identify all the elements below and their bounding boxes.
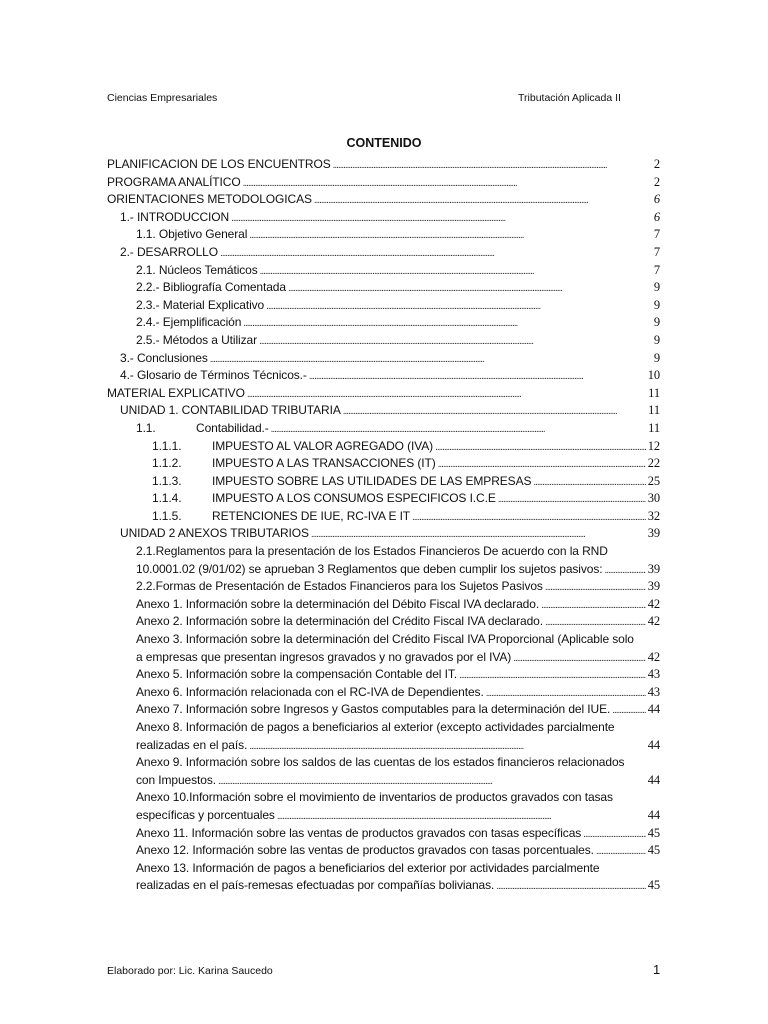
toc-entry-text: Anexo 1. Información sobre la determinación del Débito Fiscal IVA declarado. [136,596,540,611]
toc-entry-text: IMPUESTO A LAS TRANSACCIONES (IT) [212,456,436,471]
toc-entry-label [107,174,241,192]
toc-entry[interactable] [107,842,660,860]
toc-entry[interactable] [107,438,660,456]
toc-entry[interactable] [107,174,660,192]
toc-entry-text: 2.1. Núcleos Temáticos [136,262,258,277]
toc-entry-text: Anexo 7. Información sobre Ingresos y Gastos computables para la determinación del IUE. [136,702,611,717]
toc-entry-label [120,244,218,262]
header-course: Ciencias Empresariales [107,92,218,104]
toc-entry[interactable] [107,473,660,491]
toc-entry-label [120,209,229,227]
toc-entry-text: con Impuestos. [136,772,216,787]
toc-entry-text: específicas y porcentuales [136,807,275,822]
toc-leader-dots [435,438,646,457]
toc-entry-text: Anexo 13. Información de pagos a beneficiarios del exterior por actividades parcialmente [136,860,600,875]
toc-entry[interactable] [107,578,660,596]
toc-entry-label [120,350,208,368]
toc-page-number: 7 [653,262,660,277]
toc-entry-number: 1.1.3. [152,473,182,488]
toc-page-number: 32 [647,508,660,523]
toc-entry-label [152,490,496,508]
toc-page-number: 12 [647,438,660,453]
toc-entry-label [136,807,275,825]
toc-leader-dots [412,508,646,527]
toc-entry-text: 2.4.- Ejemplificación [136,315,242,330]
toc-entry-label [136,666,457,684]
toc-entry[interactable] [107,156,660,174]
toc-entry[interactable] [107,262,660,280]
toc-leader-dots [533,473,645,492]
toc-leader-dots [243,174,652,193]
toc-leader-dots [612,701,645,720]
toc-entry-text: IMPUESTO SOBRE LAS UTILIDADES DE LAS EMPRESAS [212,473,532,488]
toc-entry-text: realizadas en el país-remesas efectuadas por compañías bolivianas. [136,878,495,893]
toc-entry[interactable] [107,525,660,543]
toc-leader-dots [486,684,646,703]
toc-entry-number: 1.1.4. [152,491,182,506]
toc-leader-dots [459,666,646,685]
toc-entry-label [120,402,341,420]
toc-leader-dots [309,367,646,386]
toc-page-number: 39 [647,526,660,541]
toc-entry-label [152,438,433,456]
toc-leader-dots [438,455,646,474]
footer-page-number: 1 [653,962,661,977]
toc-entry-text: 2.3.- Material Explicativo [136,297,265,312]
toc-leader-dots [249,737,645,756]
toc-entry[interactable] [107,543,660,578]
toc-entry-label [136,649,511,667]
toc-entry-text: IMPUESTO AL VALOR AGREGADO (IVA) [212,438,434,453]
toc-page-number: 9 [653,280,660,295]
toc-entry-text: Anexo 8. Información de pagos a beneficiarios al exterior (excepto actividades parcialmente [136,720,615,734]
toc-entry-text: 2.1.Reglamentos para la presentación de los Estados Financieros De acuerdo con la RND [136,544,608,559]
footer-author: Elaborado por: Lic. Karina Saucedo [107,965,273,977]
toc-entry-text: Anexo 5. Información sobre la compensación Contable del IT. [136,667,457,682]
toc-entry[interactable] [107,332,660,350]
toc-page-number: 44 [647,772,660,787]
toc-entry-number: 1.1.5. [152,508,182,523]
toc-entry-text: Anexo 10.Información sobre el movimiento de inventarios de productos gravados con tasas [136,790,613,805]
toc-leader-dots [496,877,645,896]
toc-leader-dots [545,613,646,632]
toc-entry-label [136,790,613,804]
toc-page-number: 45 [647,843,660,858]
toc-page-number: 11 [648,385,660,400]
toc-page-number: 22 [647,456,660,471]
toc-leader-dots [583,825,646,844]
toc-page-number: 6 [653,192,660,207]
toc-title: CONTENIDO [346,136,422,150]
toc-entry-text: realizadas en el país. [136,737,248,752]
toc-page-number: 42 [647,649,660,664]
toc-entry-text: 4.- Glosario de Términos Técnicos.- [120,368,307,383]
toc-leader-dots [210,350,652,369]
toc-entry-label [136,877,494,895]
toc-page-number: 42 [647,596,660,611]
toc-page-number: 9 [653,332,660,347]
toc-page-number: 44 [647,737,660,752]
toc-page-number: 9 [653,315,660,330]
toc-entry[interactable] [107,402,660,420]
toc-page-number: 44 [647,807,660,822]
toc-entry-label [136,262,258,280]
toc-entry-label [136,684,484,702]
toc-page-number: 43 [647,684,660,699]
toc-entry-label [107,385,245,403]
toc-entry-text: PLANIFICACION DE LOS ENCUENTROS [107,157,331,171]
header-subject: Tributación Aplicada II [518,92,621,104]
toc-leader-dots [231,209,652,228]
toc-page-number: 2 [653,157,660,171]
toc-entry[interactable] [107,191,660,209]
toc-entry-label [136,561,602,579]
toc-leader-dots [596,842,646,861]
toc-entry-label [136,737,247,755]
toc-entry-text: Anexo 3. Información sobre la determinación del Crédito Fiscal IVA Proporcional (Aplicable solo [136,632,634,647]
toc-leader-dots [243,314,652,333]
toc-leader-dots [333,156,652,175]
toc-entry[interactable] [107,279,660,297]
toc-entry-text: 2.- DESARROLLO [120,244,218,259]
toc-leader-dots [513,649,645,668]
toc-entry[interactable] [107,508,660,526]
toc-page-number: 25 [647,473,660,488]
toc-entry-label [120,525,309,543]
toc-leader-dots [288,279,652,298]
toc-page-number: 45 [647,878,660,893]
toc-page-number: 39 [647,579,660,594]
toc-leader-dots [260,262,652,281]
toc-entry-text: 1.- INTRODUCCION [120,209,230,224]
toc-entry[interactable] [107,701,660,719]
toc-entry-label [107,156,331,174]
toc-entry-label [136,825,581,843]
toc-leader-dots [314,191,652,210]
toc-entry-text: 2.5.- Métodos a Utilizar [136,332,257,347]
toc-entry-label [152,473,531,491]
toc-entry-label [120,367,307,385]
toc-entry-label [136,755,624,769]
toc-leader-dots [277,807,646,826]
toc-entry[interactable] [107,754,660,789]
toc-entry-label [136,226,247,244]
toc-page-number: 7 [653,244,660,259]
toc-leader-dots [541,596,646,615]
toc-entry-text: MATERIAL EXPLICATIVO [107,385,245,400]
toc-entry[interactable] [107,455,660,473]
toc-entry-label [136,279,286,297]
toc-leader-dots [220,244,652,263]
toc-entry-label [136,314,241,332]
toc-entry-text: Contabilidad.- [196,420,269,435]
toc-leader-dots [271,420,647,439]
toc-entry-label [136,544,608,558]
table-of-contents [107,156,660,895]
toc-entry-text: Anexo 9. Información sobre los saldos de las cuentas de los estados financieros relacionados [136,755,625,770]
toc-entry-text: 2.2.- Bibliografía Comentada [136,280,286,295]
toc-leader-dots [259,332,652,351]
toc-entry-label [136,720,615,734]
toc-leader-dots [266,297,652,316]
toc-entry-text: ORIENTACIONES METODOLOGICAS [107,192,312,207]
toc-entry[interactable] [107,209,660,227]
toc-entry-text: 3.- Conclusiones [120,350,208,365]
toc-entry-text: 10.0001.02 (9/01/02) se aprueban 3 Reglamentos que deben cumplir los sujetos pasivos: [136,561,603,576]
toc-entry-number: 1.1.1. [152,438,182,453]
toc-entry-label [136,632,634,646]
toc-page-number: 11 [648,403,660,418]
toc-entry-text: Anexo 6. Información relacionada con el RC-IVA de Dependientes. [136,684,484,699]
toc-entry-label [107,191,312,209]
toc-page-number: 9 [653,350,660,365]
toc-entry[interactable] [107,596,660,614]
toc-entry[interactable] [107,314,660,332]
toc-entry[interactable] [107,226,660,244]
toc-leader-dots [311,525,646,544]
toc-entry-text: 2.2.Formas de Presentación de Estados Financieros para los Sujetos Pasivos [136,579,543,594]
toc-leader-dots [249,226,652,245]
toc-entry[interactable] [107,684,660,702]
toc-entry-text: Anexo 11. Información sobre las ventas de productos gravados con tasas específicas [136,825,582,840]
toc-entry-label [136,420,269,438]
toc-entry-label [136,861,599,875]
toc-page-number: 10 [647,368,660,383]
toc-entry[interactable] [107,367,660,385]
toc-entry-label [136,701,610,719]
toc-entry-text: Anexo 12. Información sobre las ventas de productos gravados con tasas porcentuales. [136,843,594,858]
toc-entry[interactable] [107,490,660,508]
toc-page-number: 42 [647,614,660,629]
toc-page-number: 2 [653,174,660,189]
toc-page-number: 44 [647,702,660,717]
toc-entry-label [136,596,539,614]
toc-entry-text: RETENCIONES DE IUE, RC-IVA E IT [212,508,411,523]
toc-entry-text: 1.1. Objetivo General [136,227,248,242]
toc-entry-text: UNIDAD 2 ANEXOS TRIBUTARIOS [120,526,309,541]
toc-entry-label [136,772,216,790]
toc-leader-dots [545,578,646,597]
toc-entry-text: UNIDAD 1. CONTABILIDAD TRIBUTARIA [120,403,341,418]
toc-entry-number: 1.1.2. [152,456,182,471]
toc-entry-text: PROGRAMA ANALÍTICO [107,174,241,189]
toc-entry[interactable] [107,350,660,368]
toc-entry-label [152,508,410,526]
toc-entry[interactable] [107,631,660,666]
toc-page-number: 45 [647,825,660,840]
toc-leader-dots [604,561,645,580]
toc-entry-label [136,297,264,315]
toc-page-number: 39 [647,561,660,576]
toc-entry[interactable] [107,719,660,754]
toc-page-number: 9 [653,297,660,312]
toc-page-number: 6 [653,209,660,224]
toc-page-number: 11 [648,420,660,435]
toc-entry-label [136,613,543,631]
toc-leader-dots [247,385,646,404]
toc-entry[interactable] [107,860,660,895]
toc-entry-text: IMPUESTO A LOS CONSUMOS ESPECIFICOS I.C.E [212,491,496,506]
toc-entry[interactable] [107,825,660,843]
toc-entry[interactable] [107,666,660,684]
toc-entry-label [152,455,436,473]
toc-page-number: 30 [647,491,660,506]
toc-entry-label [136,578,543,596]
toc-entry[interactable] [107,613,660,631]
toc-entry-text: Anexo 2. Información sobre la determinación del Crédito Fiscal IVA declarado. [136,614,543,629]
toc-entry[interactable] [107,297,660,315]
toc-page-number: 43 [647,667,660,682]
toc-entry-label [136,842,594,860]
toc-page-number: 7 [653,227,660,242]
toc-leader-dots [218,772,646,791]
toc-entry[interactable] [107,789,660,824]
toc-entry-text: a empresas que presentan ingresos gravados y no gravados por el IVA) [136,649,512,664]
toc-leader-dots [343,402,646,421]
toc-entry-number: 1.1. [136,420,156,435]
toc-entry[interactable] [107,244,660,262]
toc-entry-label [136,332,257,350]
toc-entry[interactable] [107,420,660,438]
toc-leader-dots [498,490,646,509]
toc-entry[interactable] [107,385,660,403]
